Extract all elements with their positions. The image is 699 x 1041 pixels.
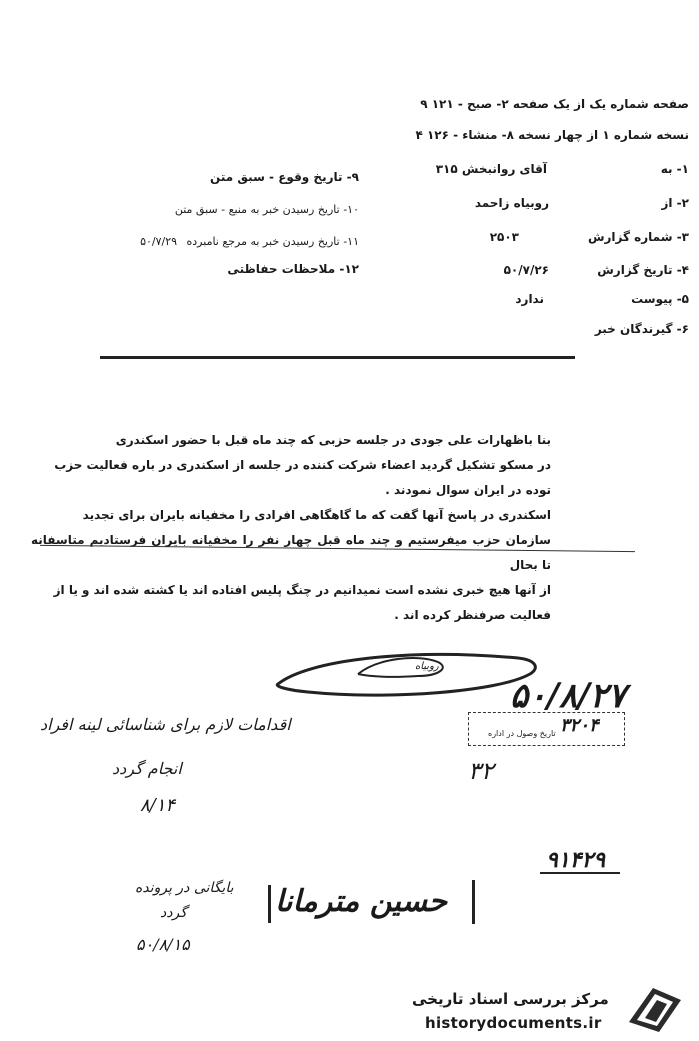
bottom-name-bar-right [472,880,475,924]
body-line: اسکندری در پاسخ آنها گفت که ما گاهگاهی افرادی را مخفیانه بایران برای تجدید [82,508,551,522]
bottom-sign-line1: بایگانی در پرونده [135,880,234,896]
field-attachment-value: ندارد [515,292,544,306]
signature-mark [268,640,543,702]
field-to-value: آقای روانبخش ۳۱۵ [435,162,547,176]
footer-url[interactable]: historydocuments.ir [425,1014,602,1032]
file-number: ۹۱۴۲۹ [546,847,606,873]
receipt-stamp-number: ۳۲۰۴ [560,715,599,736]
body-line: سازمان حزب میفرستیم و چند ماه قبل چهار نفر را مخفیانه بایران فرستادیم متاسفانه تا بحال [31,533,551,572]
field-from-value: روبیاه زاحمد [474,196,549,210]
receipt-stamp-caption: تاریخ وصول در اداره [488,729,556,738]
body-line: از آنها هیچ خبری نشده است نمیدانیم در چنگ پلیس افتاده اند یا کشته شده اند و یا از [53,583,551,597]
handwritten-note-line1: اقدامات لازم برای شناسائی لینه افراد [40,715,291,734]
copy-number-line: نسخه شماره ۱ از چهار نسخه ۸- منشاء - ۱۲۶ ۴ [415,128,689,142]
field-attachment-label: ۵- پیوست [631,292,689,306]
bottom-date: ۵۰/۸/۱۵ [136,935,190,954]
handwritten-date-stamp: ۵۰/۸/۲۷ [510,676,627,716]
field-reference-date-label: ۱۱- تاریخ رسیدن خبر به مرجع نامبرده [186,235,359,248]
signature-text: روبیاه [415,661,439,672]
field-security-notes [227,262,359,276]
field-from-label: ۲- از [661,196,689,210]
bottom-name-bar-left [268,885,271,923]
field-occurrence-date [210,170,359,184]
field-occurrence-date-label: ۹- تاریخ وقوع [278,170,359,184]
field-occurrence-date-value: - سبق متن [210,170,275,184]
archive-logo-icon [625,982,685,1034]
handwritten-note-date: ۸/۱۴ [140,795,176,816]
field-source-date [175,203,359,217]
header-divider [100,356,575,359]
field-security-notes-label: ۱۲- ملاحظات حفاظتی [227,262,359,276]
field-recipients-label: ۶- گیرندگان خبر [594,322,689,336]
field-report-date-value: ۵۰/۷/۲۶ [503,263,549,277]
file-number-underline [540,872,620,874]
report-body [31,428,551,628]
footer-title: مرکز بررسی اسناد تاریخی [412,990,609,1008]
marginal-code: ۳۲ [468,757,494,785]
field-reference-date [140,235,359,249]
body-line: فعالیت صرفنظر کرده اند . [394,608,551,622]
bottom-name-signature: حسین مترمانا [275,884,448,919]
handwritten-note-line2: انجام گردد [112,759,182,778]
field-report-number-label: ۳- شماره گزارش [587,230,689,244]
field-to-label: ۱- به [660,162,689,176]
field-source-date-label: ۱۰- تاریخ رسیدن خبر به منبع [228,203,359,216]
field-report-date-label: ۴- تاریخ گزارش [597,263,689,277]
body-line: بنا باظهارات علی جودی در جلسه حزبی که چند ماه قبل با حضور اسکندری [115,433,551,447]
body-line: در مسکو تشکیل گردید اعضاء شرکت کننده در جلسه از اسکندری در باره فعالیت حزب [54,458,551,472]
field-report-number-value: ۲۵۰۳ [489,230,519,244]
page-number-line: صفحه شماره یک از یک صفحه ۲- صبح - ۱۲۱ ۹ [420,97,689,111]
field-source-date-value: - سبق متن [174,203,226,216]
field-reference-date-value: ۵۰/۷/۲۹ [140,235,178,248]
body-line: توده در ایران سوال نمودند . [385,483,551,497]
bottom-sign-line2: گردد [160,905,187,921]
